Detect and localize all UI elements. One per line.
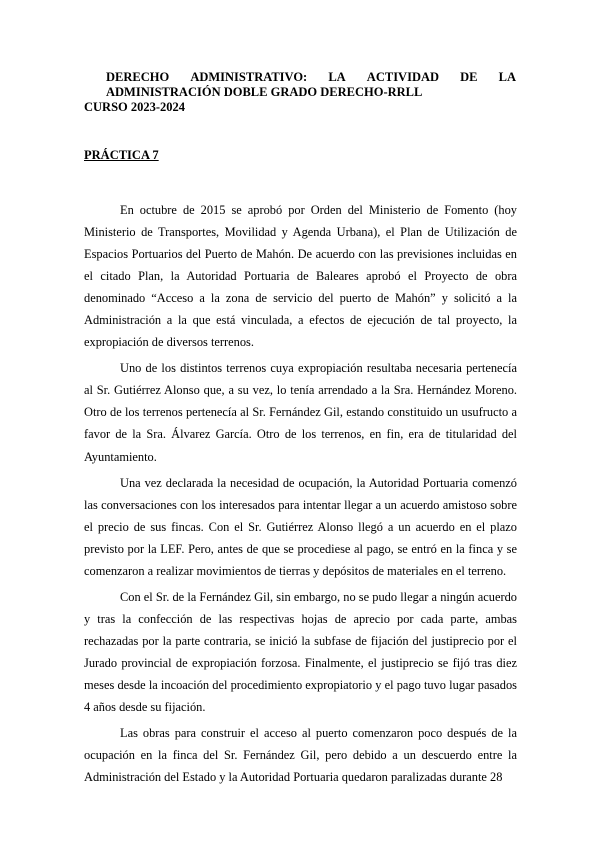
- title-word: ADMINISTRATIVO:: [190, 70, 308, 84]
- title-word: ACTIVIDAD: [366, 70, 440, 84]
- paragraph: Uno de los distintos terrenos cuya expropiación resultaba necesaria pertenecía al Sr. Gutiérrez Alonso que, a su vez, lo tenía arrendado a la Sra. Hernández Moreno. Otro de los terrenos pertenecía al Sr. Fernández Gil, estando constituido un usufructo a favor de la Sra. Álvarez García. Otro de los terrenos, en fin, era de titularidad del Ayuntamiento.: [84, 361, 517, 464]
- title-word: LA: [328, 70, 346, 84]
- title-word: LA: [498, 70, 516, 84]
- title-line-2: ADMINISTRACIÓN DOBLE GRADO DERECHO-RRLL: [106, 85, 423, 99]
- paragraph: Una vez declarada la necesidad de ocupación, la Autoridad Portuaria comenzó las conversaciones con los interesados para intentar llegar a un acuerdo amistoso sobre el precio de sus fincas. Con el Sr. Gutiérrez Alonso llegó a un acuerdo en el plazo previsto por la LEF. Pero, antes de que se procediese al pago, se entró en la finca y se comenzaron a realizar movimientos de tierras y depósitos de materiales en el terreno.: [84, 475, 517, 578]
- title-word: DERECHO: [106, 70, 170, 84]
- practice-title: PRÁCTICA 7: [84, 148, 159, 162]
- paragraph: Las obras para construir el acceso al puerto comenzaron poco después de la ocupación en la finca del Sr. Fernández Gil, pero debido a un descuerdo entre la Administración del Estado y la Autoridad Portuaria quedaron paralizadas durante 28: [84, 726, 517, 785]
- document-header: [84, 70, 516, 115]
- course-label: CURSO 2023-2024: [84, 100, 186, 114]
- title-line-1: [84, 70, 516, 85]
- document-body: [84, 199, 517, 792]
- paragraph: Con el Sr. de la Fernández Gil, sin embargo, no se pudo llegar a ningún acuerdo y tras la confección de las respectivas hojas de aprecio por cada parte, ambas rechazadas por la parte contraria, se inició la subfase de fijación del justiprecio por el Jurado provincial de expropiación forzosa. Finalmente, el justiprecio se fijó tras diez meses desde la incoación del procedimiento expropiatorio y el pago tuvo lugar pasados 4 años desde su fijación.: [84, 589, 517, 715]
- title-word: DE: [460, 70, 478, 84]
- paragraph: En octubre de 2015 se aprobó por Orden del Ministerio de Fomento (hoy Ministerio de Transportes, Movilidad y Agenda Urbana), el Plan de Utilización de Espacios Portuarios del Puerto de Mahón. De acuerdo con las previsiones incluidas en el citado Plan, la Autoridad Portuaria de Baleares aprobó el Proyecto de obra denominado “Acceso a la zona de servicio del puerto de Mahón” y solicitó a la Administración a la que está vinculada, a efectos de ejecución de tal proyecto, la expropiación de diversos terrenos.: [84, 203, 517, 350]
